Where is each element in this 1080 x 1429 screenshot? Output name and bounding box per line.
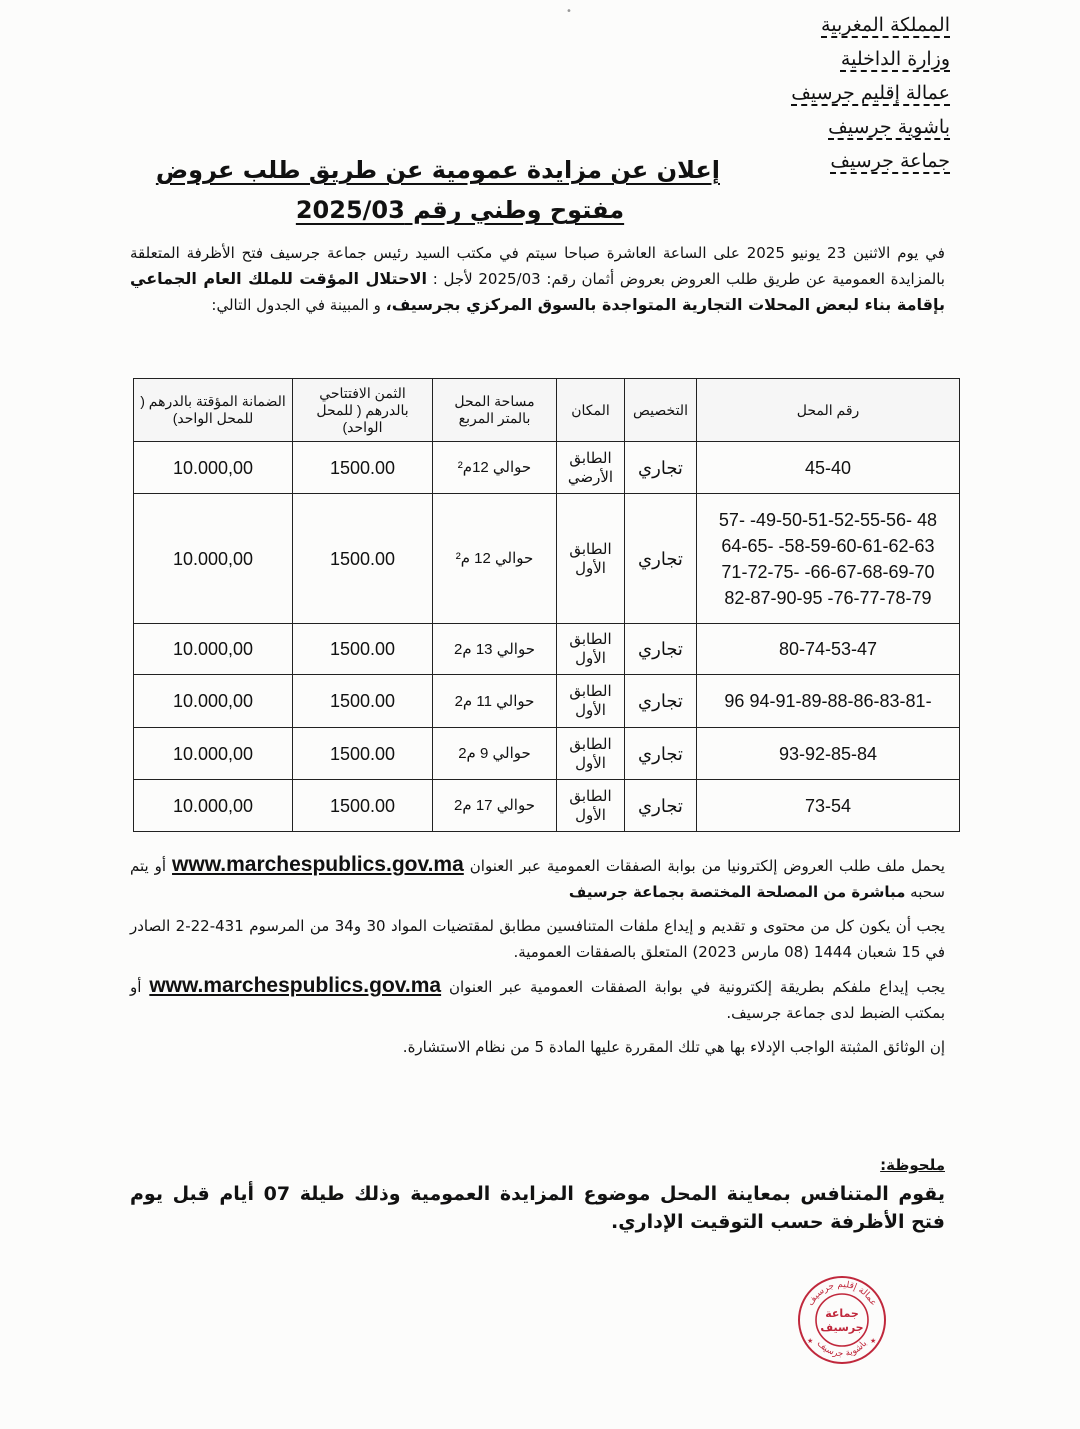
cell-shop: 45-40 [697, 442, 960, 494]
header-area: مساحة المحل بالمتر المربع [433, 379, 557, 442]
cell-area: حوالي 12م² [433, 442, 557, 494]
table-row [134, 494, 960, 624]
issuer-header [710, 8, 950, 178]
cell-price: 1500.00 [293, 728, 433, 780]
cell-deposit: 10.000,00 [134, 728, 293, 780]
note-label: ملحوظة: [880, 1156, 945, 1174]
cell-price: 1500.00 [293, 675, 433, 728]
cell-price: 1500.00 [293, 494, 433, 624]
intro-tail: و المبينة في الجدول التالي: [211, 296, 381, 314]
official-stamp [797, 1275, 887, 1365]
cell-place: الطابق الأول [557, 494, 625, 624]
cell-place: الطابق الأول [557, 624, 625, 675]
shops-table [133, 378, 960, 832]
submission-tail: أو بمكتب الضبط لدى جماعة جرسيف. [130, 978, 945, 1022]
star-icon: ★ [807, 1337, 814, 1345]
header-commune: جماعة جرسيف [830, 150, 950, 172]
table-header-row [134, 379, 960, 442]
table-row [134, 442, 960, 494]
intro-subject: الاحتلال المؤقت للملك العام الجماعي بإقامة بناء لبعض المحلات التجارية المتواجدة بالسوق المركزي بجرسيف، [130, 269, 945, 314]
header-province: عمالة إقليم جرسيف [791, 82, 950, 104]
submission-text: يجب إيداع ملفكم بطريقة إلكترونية في بوابة الصفقات العمومية عبر العنوان [449, 978, 945, 996]
header-kingdom: المملكة المغربية [821, 14, 950, 36]
portal-link[interactable]: www.marchespublics.gov.ma [149, 974, 442, 997]
cell-place: الطابق الأول [557, 728, 625, 780]
announcement-title [155, 150, 720, 230]
stamp-ring-bottom: باشوية جرسيف [814, 1338, 870, 1360]
intro-text: في يوم الاثنين 23 يونيو 2025 على الساعة العاشرة صباحا سيتم في مكتب السيد رئيس جماعة جرسيف فتح الأظرفة المتعلقة بالمزايدة العمومية عن طريق طلب العروض بعروض أثمان رقم: 2025/03 لأجل : [130, 244, 945, 288]
paragraph-download [130, 852, 945, 905]
table-row [134, 624, 960, 675]
cell-area: حوالي 11 م2 [433, 675, 557, 728]
cell-deposit: 10.000,00 [134, 624, 293, 675]
cell-use: تجاري [625, 675, 697, 728]
cell-area: حوالي 12 م² [433, 494, 557, 624]
stamp-ring-top: عمالة إقليم جرسيف [805, 1279, 879, 1308]
header-deposit: الضمانة المؤقتة بالدرهم ( للمحل الواحد) [134, 379, 293, 442]
cell-shop: 80-74-53-47 [697, 624, 960, 675]
cell-price: 1500.00 [293, 624, 433, 675]
header-opening-price: الثمن الافتتاحي بالدرهم ( للمحل الواحد) [293, 379, 433, 442]
cell-area: حوالي 9 م2 [433, 728, 557, 780]
paragraph-submission [130, 973, 945, 1026]
cell-use: تجاري [625, 780, 697, 832]
cell-price: 1500.00 [293, 442, 433, 494]
cell-shop: 93-92-85-84 [697, 728, 960, 780]
note-section [130, 1150, 945, 1236]
header-ministry: وزارة الداخلية [840, 48, 950, 70]
cell-use: تجاري [625, 494, 697, 624]
cell-deposit: 10.000,00 [134, 675, 293, 728]
paragraph-documents: إن الوثائق المثبتة الواجب الإدلاء بها هي تلك المقررة عليها المادة 5 من نظام الاستشارة. [402, 1038, 945, 1056]
header-use: التخصيص [625, 379, 697, 442]
table-row [134, 728, 960, 780]
header-pashalik: باشوية جرسيف [828, 116, 950, 138]
stamp-center-1: جماعة [825, 1307, 859, 1320]
cell-shop: 48 -49-50-51-52-55-56- 57-58-59-60-61-62-63- 64-65-66-67-68-69-70- 71-72-75-76-77-78-79- 82-87-90-95 [697, 494, 960, 624]
cell-shop: 73-54 [697, 780, 960, 832]
cell-place: الطابق الأرضي [557, 442, 625, 494]
cell-area: حوالي 17 م2 [433, 780, 557, 832]
cell-shop: -94-91-89-88-86-83-81 96 [697, 675, 960, 728]
table-row [134, 780, 960, 832]
table-row [134, 675, 960, 728]
intro-paragraph [130, 240, 945, 318]
star-icon: ★ [870, 1337, 877, 1345]
cell-place: الطابق الأول [557, 780, 625, 832]
header-place: المكان [557, 379, 625, 442]
paragraph-compliance: يجب أن يكون كل من محتوى و تقديم و إيداع ملفات المتنافسين مطابق لمقتضيات المواد 30 و34 من المرسوم 431-22-2 الصادر في 15 شعبان 1444 (08 مارس 2023) المتعلق بالصفقات العمومية. [130, 917, 945, 961]
download-text: يحمل ملف طلب العروض إلكترونيا من بوابة الصفقات العمومية عبر العنوان [469, 857, 945, 875]
cell-use: تجاري [625, 624, 697, 675]
header-shop-number: رقم المحل [697, 379, 960, 442]
conditions-section [130, 852, 945, 1068]
cell-use: تجاري [625, 442, 697, 494]
cell-area: حوالي 13 م2 [433, 624, 557, 675]
download-mid: أو يتم سحبه [130, 857, 945, 901]
cell-deposit: 10.000,00 [134, 442, 293, 494]
cell-place: الطابق الأول [557, 675, 625, 728]
stamp-center-2: جرسيف [820, 1321, 864, 1334]
cell-use: تجاري [625, 728, 697, 780]
cell-deposit: 10.000,00 [134, 780, 293, 832]
note-body: يقوم المتنافس بمعاينة المحل موضوع المزايدة العمومية وذلك طيلة 07 أيام قبل يوم فتح الأظرفة حسب التوقيت الإداري. [130, 1183, 945, 1233]
scan-speck: • [566, 6, 572, 17]
title-line-1: إعلان عن مزايدة عمومية عن طريق طلب عروض [155, 156, 720, 184]
cell-price: 1500.00 [293, 780, 433, 832]
cell-deposit: 10.000,00 [134, 494, 293, 624]
portal-link[interactable]: www.marchespublics.gov.ma [172, 853, 464, 876]
title-line-2: مفتوح وطني رقم 2025/03 [295, 196, 625, 224]
download-bold: مباشرة من المصلحة المختصة بجماعة جرسيف [568, 883, 906, 901]
